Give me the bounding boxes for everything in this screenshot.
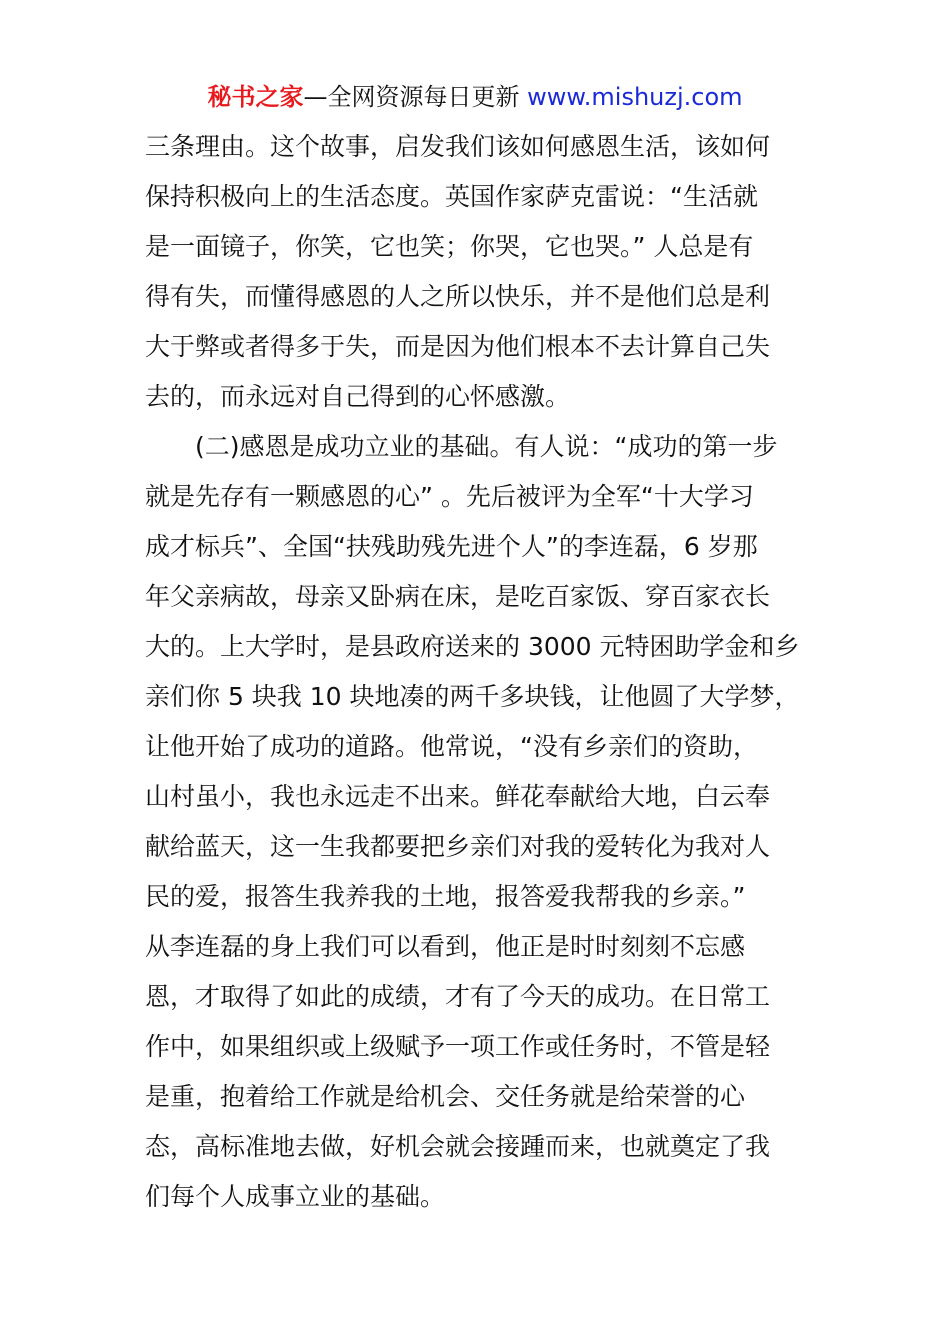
text-line: 让他开始了成功的道路。他常说，“没有乡亲们的资助，: [145, 732, 758, 761]
text-line: 亲们你 5 块我 10 块地凑的两千多块钱，让他圆了大学梦，: [145, 682, 800, 711]
text-line: (二)感恩是成功立业的基础。有人说：“成功的第一步: [145, 432, 778, 461]
text-line: 大的。上大学时，是县政府送来的 3000 元特困助学金和乡: [145, 632, 800, 661]
text-line: 成才标兵”、全国“扶残助残先进个人”的李连磊，6 岁那: [145, 532, 758, 561]
text-line: 态，高标准地去做，好机会就会接踵而来，也就奠定了我: [145, 1132, 771, 1161]
document-body: [145, 122, 810, 1222]
text-line: 民的爱，报答生我养我的土地，报答爱我帮我的乡亲。”: [145, 882, 746, 911]
text-line: 从李连磊的身上我们可以看到，他正是时时刻刻不忘感: [145, 932, 746, 961]
text-line: 得有失，而懂得感恩的人之所以快乐，并不是他们总是利: [145, 282, 771, 311]
text-line: 作中，如果组织或上级赋予一项工作或任务时，不管是轻: [145, 1032, 771, 1061]
site-url-link[interactable]: www.mishuzj.com: [527, 83, 743, 111]
text-line: 就是先存有一颗感恩的心” 。先后被评为全军“十大学习: [145, 482, 754, 511]
text-line: 三条理由。这个故事，启发我们该如何感恩生活，该如何: [145, 132, 771, 161]
text-line: 是一面镜子，你笑，它也笑；你哭，它也哭。” 人总是有: [145, 232, 754, 261]
text-line: 保持积极向上的生活态度。英国作家萨克雷说：“生活就: [145, 182, 758, 211]
page-header: [0, 80, 950, 114]
text-line: 们每个人成事立业的基础。: [145, 1182, 446, 1211]
text-line: 年父亲病故，母亲又卧病在床，是吃百家饭、穿百家衣长: [145, 582, 771, 611]
text-line: 去的，而永远对自己得到的心怀感激。: [145, 382, 571, 411]
text-line: 恩，才取得了如此的成绩，才有了今天的成功。在日常工: [145, 982, 771, 1011]
text-line: 献给蓝天，这一生我都要把乡亲们对我的爱转化为我对人: [145, 832, 771, 861]
text-line: 是重，抱着给工作就是给机会、交任务就是给荣誉的心: [145, 1082, 746, 1111]
brand-name: 秘书之家: [207, 83, 304, 111]
text-line: 大于弊或者得多于失，而是因为他们根本不去计算自己失: [145, 332, 771, 361]
text-line: 山村虽小，我也永远走不出来。鲜花奉献给大地，白云奉: [145, 782, 771, 811]
header-tagline: —全网资源每日更新: [303, 83, 528, 111]
